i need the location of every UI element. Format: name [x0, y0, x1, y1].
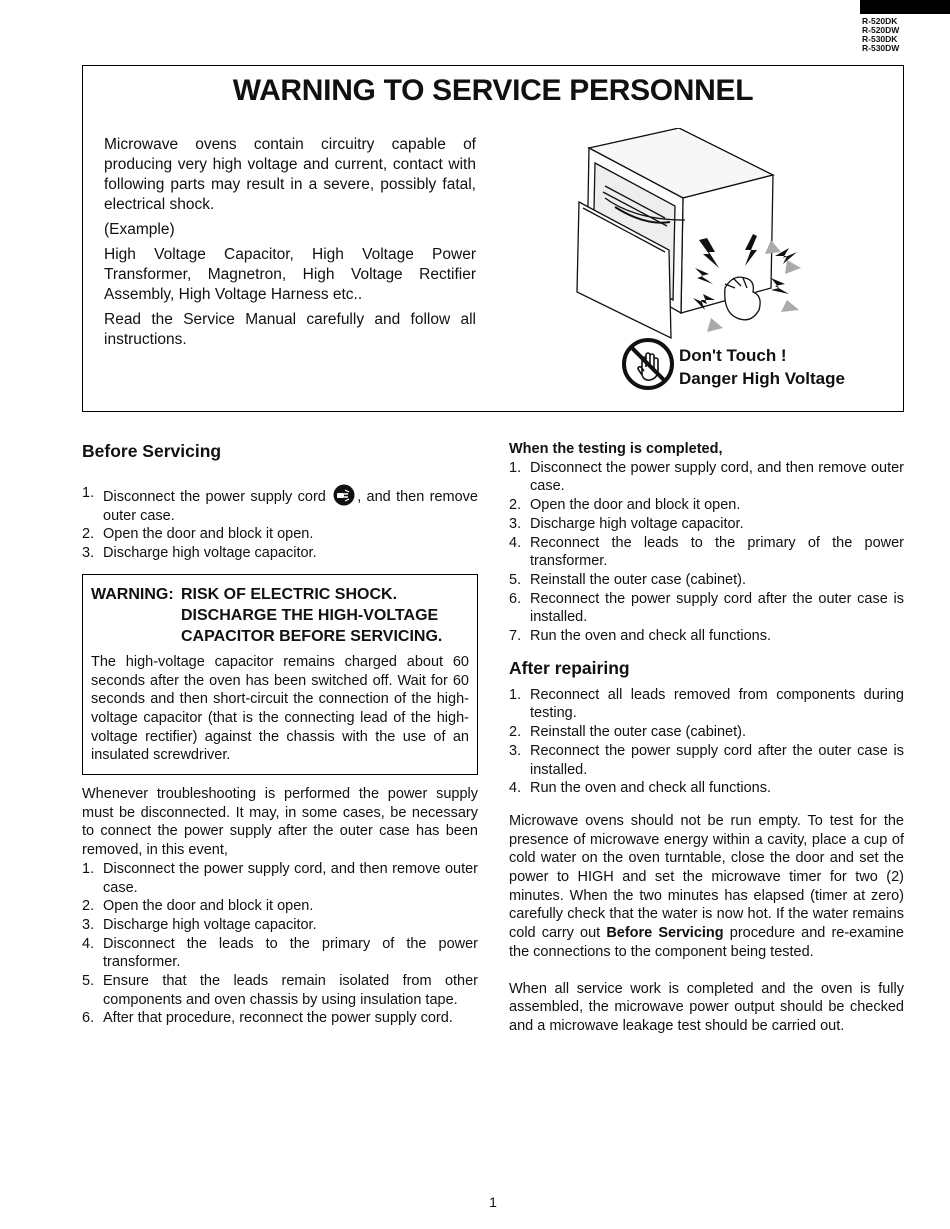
list-number: 1. — [82, 860, 95, 877]
list-text: Ensure that the leads remain isolated from other components and oven chassis by using insulation tape. — [103, 973, 478, 1008]
list-number: 4. — [509, 780, 522, 797]
list-text: Run the oven and check all functions. — [530, 628, 772, 645]
empty-test-text: Microwave ovens should not be run empty. To test for the presence of microwave energy within a cavity, place a cup of cold water on the oven turntable, close the door and set the power to HIGH and set the microwave timer for two (2) minutes. When the two minutes has elapsed (timer at zero) carefully check that the water is now hot. If the water remains cold carry out — [509, 812, 904, 942]
list-item — [509, 723, 904, 742]
header-bar — [860, 0, 950, 14]
list-text: Run the oven and check all functions. — [530, 780, 772, 797]
list-item — [82, 1009, 478, 1028]
list-text: Open the door and block it open. — [103, 898, 314, 915]
list-text: Discharge high voltage capacitor. — [103, 545, 317, 562]
list-number: 2. — [509, 724, 522, 741]
model-number: R-530DK — [862, 34, 898, 44]
final-note-paragraph: When all service work is completed and the oven is fully assembled, the microwave power output should be checked and a microwave leakage test should be carried out. — [509, 980, 904, 1034]
testing-completed-list — [509, 459, 904, 646]
warning-example-label: (Example) — [104, 221, 175, 238]
list-item — [82, 860, 478, 897]
list-text: After that procedure, reconnect the power supply cord. — [103, 1010, 453, 1027]
list-item — [509, 534, 904, 571]
list-item — [82, 525, 478, 544]
shock-warning-label: WARNING: — [91, 585, 174, 603]
list-number: 1. — [509, 686, 522, 703]
list-text: Reconnect the power supply cord after the outer case is installed. — [530, 742, 904, 778]
list-number: 2. — [82, 526, 95, 543]
list-number: 7. — [509, 628, 522, 645]
warning-box — [82, 65, 904, 412]
list-item — [509, 627, 904, 646]
warning-text — [104, 135, 476, 355]
page-number: 1 — [489, 1194, 497, 1210]
oven-shock-illustration — [575, 128, 815, 343]
list-text: , and then remove outer case. — [103, 489, 478, 524]
unplug-icon — [333, 484, 355, 506]
list-text: Disconnect the power supply cord — [103, 489, 332, 505]
model-number: R-520DK — [862, 16, 898, 26]
list-text: Reconnect the power supply cord after the outer case is installed. — [530, 590, 904, 626]
list-number: 2. — [82, 898, 95, 915]
shock-warning-line: DISCHARGE THE HIGH-VOLTAGE — [181, 606, 439, 624]
list-item — [509, 515, 904, 534]
before-servicing-reference: Before Servicing — [606, 925, 724, 942]
list-number: 6. — [82, 1010, 95, 1027]
list-item — [82, 544, 478, 563]
warning-title: WARNING TO SERVICE PERSONNEL — [232, 74, 754, 107]
before-servicing-list — [82, 484, 478, 563]
danger-text: Danger High Voltage — [679, 369, 845, 388]
dont-touch-text: Don't Touch ! — [679, 346, 787, 365]
shock-warning-line: RISK OF ELECTRIC SHOCK. — [181, 585, 398, 603]
list-item — [82, 916, 478, 935]
list-item — [509, 459, 904, 496]
warning-paragraph: Microwave ovens contain circuitry capable of producing very high voltage and current, contact with following parts may result in a severe, possibly fatal, electrical shock. — [104, 136, 476, 213]
list-text: Discharge high voltage capacitor. — [103, 916, 317, 933]
model-number: R-520DW — [862, 25, 900, 35]
list-text: Reinstall the outer case (cabinet). — [530, 571, 746, 588]
list-text: Discharge high voltage capacitor. — [530, 515, 744, 532]
model-numbers — [862, 17, 899, 53]
list-text: Reconnect the leads to the primary of the power transformer. — [530, 534, 904, 570]
list-text: Disconnect the leads to the primary of the power transformer. — [103, 935, 478, 971]
list-number: 5. — [509, 571, 522, 588]
list-number: 4. — [509, 534, 522, 551]
list-text: Disconnect the power supply cord, and then remove outer case. — [103, 860, 478, 896]
list-item — [82, 484, 478, 525]
list-number: 1. — [509, 459, 522, 476]
after-repairing-list — [509, 686, 904, 798]
shock-warning-header — [91, 584, 469, 647]
before-servicing-heading: Before Servicing — [82, 441, 222, 461]
shock-warning-body: The high-voltage capacitor remains charged about 60 seconds after the oven has been switched off. Wait for 60 seconds and then short-circuit the connection of the high-voltage capacitor (that is the connecting lead of the high-voltage rectifier) against the chassis with the use of an insulated screwdriver. — [91, 653, 469, 764]
shock-warning-line: CAPACITOR BEFORE SERVICING. — [181, 627, 443, 645]
empty-test-text: procedure and re-examine the connections to the component being tested. — [509, 925, 904, 960]
list-number: 5. — [82, 973, 95, 990]
list-number: 3. — [509, 742, 522, 759]
list-text: Reinstall the outer case (cabinet). — [530, 724, 746, 741]
troubleshooting-intro: Whenever troubleshooting is performed the power supply must be disconnected. It may, in some cases, be necessary to connect the power supply after the outer case has been removed, in this event, — [82, 786, 478, 859]
warning-parts-list: High Voltage Capacitor, High Voltage Power Transformer, Magnetron, High Voltage Rectifier Assembly, High Voltage Harness etc.. — [104, 246, 476, 303]
list-number: 2. — [509, 497, 522, 514]
list-text: Open the door and block it open. — [530, 497, 741, 514]
list-number: 3. — [82, 916, 95, 933]
list-item — [82, 972, 478, 1009]
list-number: 4. — [82, 935, 95, 952]
model-number: R-530DW — [862, 43, 900, 53]
right-column — [509, 440, 904, 1036]
list-item — [82, 935, 478, 972]
no-touch-icon — [621, 337, 675, 391]
shock-warning-box — [82, 574, 478, 775]
list-number: 3. — [82, 545, 95, 562]
list-text: Reconnect all leads removed from components during testing. — [530, 686, 904, 722]
list-number: 3. — [509, 515, 522, 532]
list-item — [509, 742, 904, 779]
list-text: Open the door and block it open. — [103, 526, 314, 543]
list-number: 6. — [509, 590, 522, 607]
testing-completed-heading: When the testing is completed, — [509, 441, 723, 457]
empty-test-paragraph — [509, 812, 904, 962]
after-repairing-heading: After repairing — [509, 657, 630, 678]
list-text: Disconnect the power supply cord, and then remove outer case. — [530, 459, 904, 495]
list-item — [509, 590, 904, 627]
list-item — [509, 571, 904, 590]
list-item — [509, 686, 904, 723]
list-item — [509, 779, 904, 798]
warning-read-manual: Read the Service Manual carefully and follow all instructions. — [104, 311, 476, 348]
list-item — [82, 897, 478, 916]
troubleshooting-list — [82, 860, 478, 1028]
left-column — [82, 440, 478, 1028]
list-item — [509, 496, 904, 515]
list-number: 1. — [82, 485, 95, 501]
